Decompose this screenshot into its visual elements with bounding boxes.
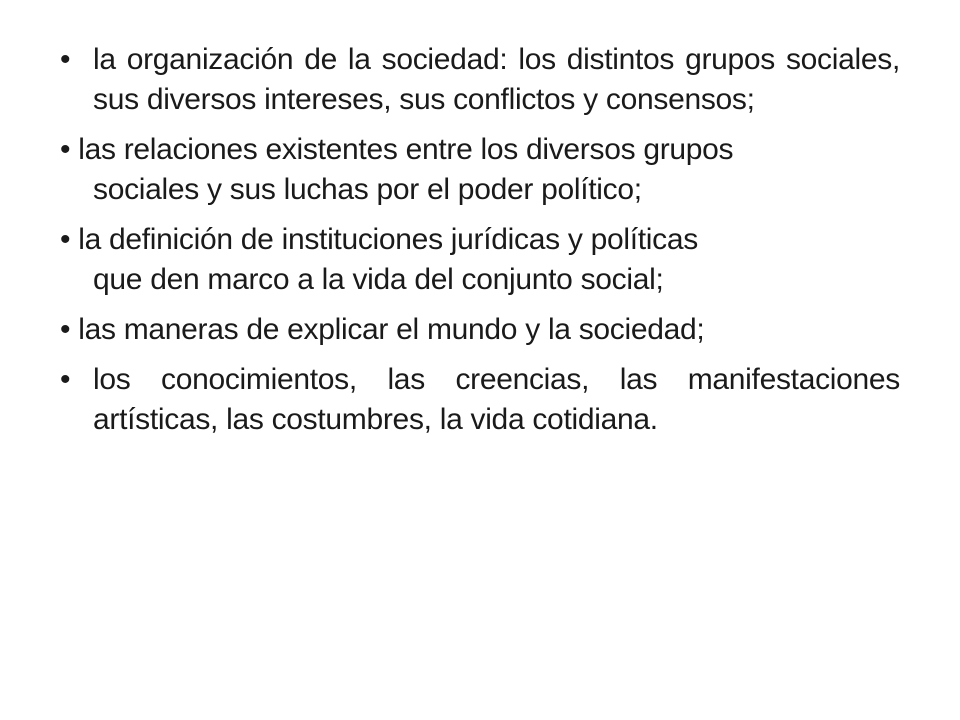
bullet-icon: • bbox=[60, 133, 71, 166]
bullet-text-first-line: las maneras de explicar el mundo y la sociedad; bbox=[78, 313, 705, 346]
bullet-list bbox=[60, 40, 900, 450]
bullet-icon: • bbox=[60, 363, 71, 396]
bullet-icon: • bbox=[60, 43, 71, 76]
bullet-text-continuation: que den marco a la vida del conjunto social; bbox=[93, 263, 664, 296]
bullet-item-world-explanation bbox=[60, 310, 900, 350]
bullet-text-continuation: sociales y sus luchas por el poder político; bbox=[93, 173, 642, 206]
bullet-item-social-organization bbox=[60, 40, 900, 120]
bullet-item-institutions bbox=[60, 220, 900, 300]
bullet-text-first-line: las relaciones existentes entre los diversos grupos bbox=[78, 133, 734, 166]
bullet-text: la organización de la sociedad: los distintos grupos sociales, sus diversos intereses, sus conflictos y consensos; bbox=[93, 43, 900, 116]
bullet-item-group-relations bbox=[60, 130, 900, 210]
bullet-icon: • bbox=[60, 313, 71, 346]
bullet-text: los conocimientos, las creencias, las manifestaciones artísticas, las costumbres, la vida cotidiana. bbox=[93, 363, 900, 436]
bullet-item-culture bbox=[60, 360, 900, 440]
bullet-text-first-line: la definición de instituciones jurídicas y políticas bbox=[78, 223, 698, 256]
bullet-icon: • bbox=[60, 223, 71, 256]
